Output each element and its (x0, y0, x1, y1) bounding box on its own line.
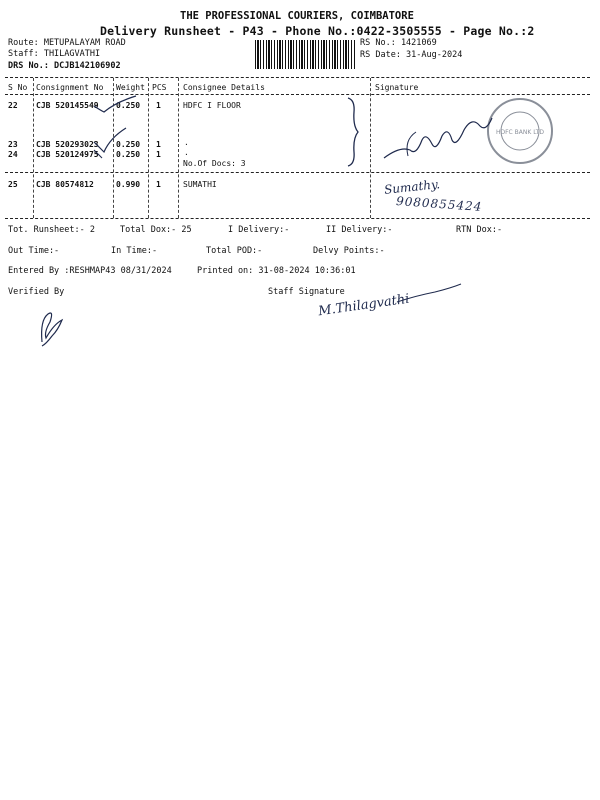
row-23-weight: 0.250 (116, 140, 141, 149)
staff-label: Staff: THILAGVATHI (8, 49, 101, 59)
verified-by: Verified By (8, 287, 65, 297)
col-header-signature: Signature (375, 83, 419, 92)
i-delivery: I Delivery:- (228, 225, 290, 235)
col-header-consignee: Consignee Details (183, 83, 265, 92)
row-24-consignment: CJB 520124975 (36, 150, 99, 159)
rs-number: RS No.: 1421069 (360, 38, 437, 48)
row-25-consignment: CJB 80574812 (36, 180, 94, 189)
staff-signature-label: Staff Signature (268, 287, 345, 297)
no-of-docs: No.Of Docs: 3 (183, 159, 246, 168)
table-header-rule (5, 94, 590, 95)
row-23-consignment: CJB 520293023 (36, 140, 99, 149)
col-divider (370, 78, 371, 218)
drs-number: DRS No.: DCJB142106902 (8, 61, 121, 71)
stamp-text: HDFC BANK LTD (495, 129, 545, 136)
row-24-details: . (184, 148, 189, 157)
verifier-initials-icon (36, 308, 70, 348)
rtn-dox: RTN Dox:- (456, 225, 503, 235)
total-runsheet: Tot. Runsheet:- 2 (8, 225, 95, 235)
staff-handwritten-signature: M.Thilagvathi (317, 291, 411, 320)
out-time: Out Time:- (8, 246, 60, 256)
ii-delivery: II Delivery:- (326, 225, 393, 235)
printed-on: Printed on: 31-08-2024 10:36:01 (197, 266, 356, 276)
col-divider (33, 78, 34, 218)
col-header-consignment: Consignment No (36, 83, 104, 92)
check-mark-icon (92, 128, 132, 164)
brace-mark-icon (346, 96, 362, 168)
handwritten-phone: 9080855424 (395, 194, 483, 214)
row-22-details: HDFC I FLOOR (183, 101, 241, 110)
total-pod: Total POD:- (206, 246, 263, 256)
route-label: Route: METUPALAYAM ROAD (8, 38, 126, 48)
col-divider (178, 78, 179, 218)
col-header-sno: S No (8, 83, 28, 92)
signature-flourish-icon (395, 282, 465, 306)
in-time: In Time:- (111, 246, 158, 256)
total-dox: Total Dox:- 25 (120, 225, 192, 235)
col-divider (148, 78, 149, 218)
row-25-sno: 25 (8, 180, 18, 189)
consignee-signature-icon (380, 110, 500, 165)
row-25-weight: 0.990 (116, 180, 141, 189)
runsheet-title: Delivery Runsheet - P43 - Phone No.:0422-3505555 - Page No.:2 (100, 24, 535, 38)
col-header-pcs: PCS (152, 83, 167, 92)
rs-date: RS Date: 31-Aug-2024 (360, 50, 463, 60)
row-24-weight: 0.250 (116, 150, 141, 159)
row-23-sno: 23 (8, 140, 18, 149)
check-mark-icon (90, 96, 140, 116)
row-23-details: . (184, 138, 189, 147)
row-25-details: SUMATHI (183, 180, 217, 189)
row-22-pcs: 1 (156, 101, 161, 110)
barcode (255, 40, 355, 69)
table-bottom-rule (5, 218, 590, 219)
col-header-weight: Weight (116, 83, 145, 92)
entered-by: Entered By :RESHMAP43 08/31/2024 (8, 266, 172, 276)
row-22-weight: 0.250 (116, 101, 141, 110)
delvy-points: Delvy Points:- (313, 246, 385, 256)
table-top-rule (5, 77, 590, 78)
row-23-pcs: 1 (156, 140, 161, 149)
row-24-pcs: 1 (156, 150, 161, 159)
row-24-sno: 24 (8, 150, 18, 159)
row-25-pcs: 1 (156, 180, 161, 189)
table-row-rule (5, 172, 590, 173)
handwritten-consignee-name: Sumathy. (383, 177, 441, 197)
row-22-consignment: CJB 520145549 (36, 101, 99, 110)
row-22-sno: 22 (8, 101, 18, 110)
company-title: THE PROFESSIONAL COURIERS, COIMBATORE (180, 10, 414, 22)
